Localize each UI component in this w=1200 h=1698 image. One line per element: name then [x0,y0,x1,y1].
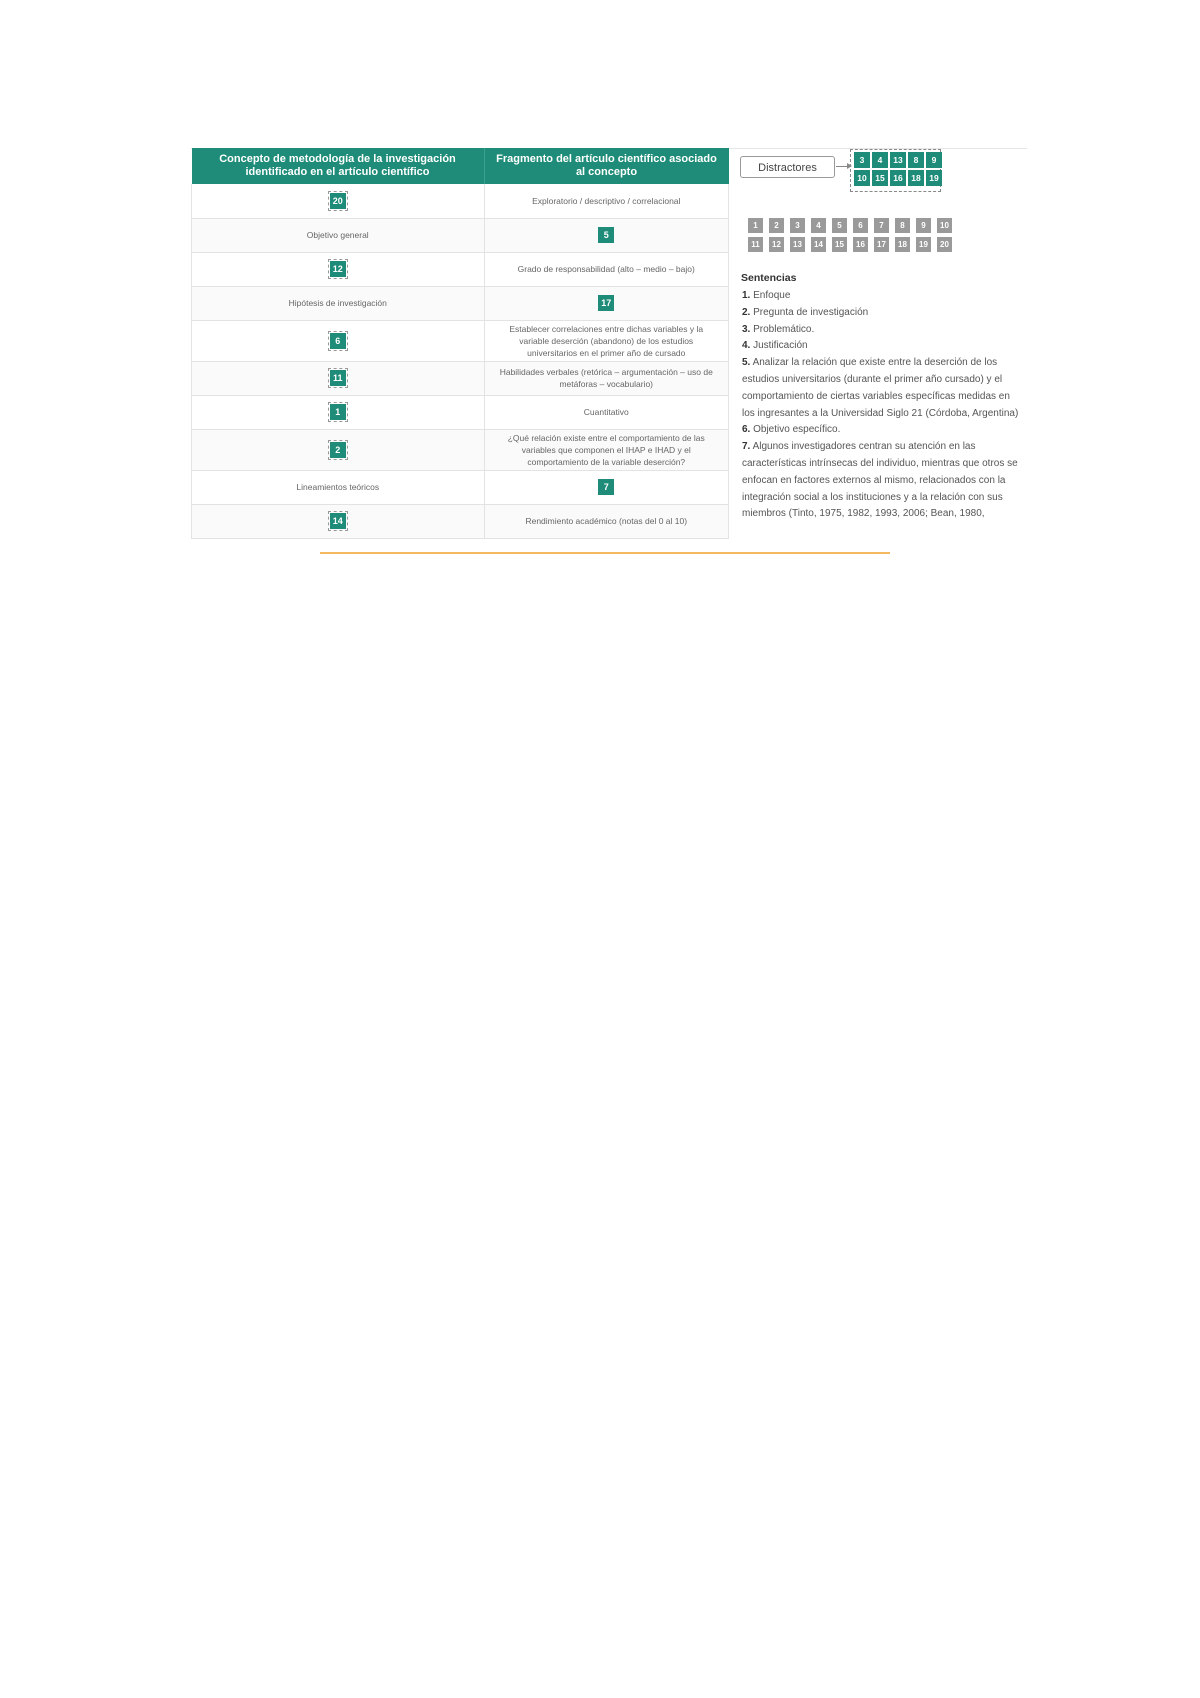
concept-cell [192,184,485,218]
concept-label: Lineamientos teóricos [296,482,380,492]
number-chip[interactable]: 12 [769,237,784,252]
distractor-chip[interactable]: 13 [890,152,906,168]
sentence-text: Enfoque [753,290,791,301]
number-bank [748,218,952,252]
fragment-text: Establecer correlaciones entre dichas variables y la variable deserción (abandono) de los estudios universitarios en el primer año de cursado [509,323,704,358]
table-row [192,218,729,252]
table-row [192,320,729,361]
sentence-text: Analizar la relación que existe entre la deserción de los estudios universitarios (durante el primer año cursado) y el comportamiento de ciertas variables específicas medidas en los ingresantes a la Universidad Siglo 21 (Córdoba, Argentina) [742,357,1019,419]
table-row [192,429,729,470]
answer-dropzone[interactable] [328,368,348,388]
distractor-chip[interactable]: 15 [872,170,888,186]
answer-chip[interactable]: 5 [598,227,614,243]
distractors-button[interactable]: Distractores [740,156,835,178]
sentence-number: 1. [742,290,751,301]
table-row [192,470,729,504]
concept-cell [192,286,485,320]
answer-dropzone[interactable] [328,440,348,460]
concept-label: Objetivo general [306,230,369,240]
table-row [192,361,729,395]
fragment-cell [484,361,729,395]
answer-dropzone[interactable] [328,511,348,531]
answer-dropzone[interactable] [328,402,348,422]
concept-cell [192,395,485,429]
fragment-text: Habilidades verbales (retórica – argumentación – uso de metáforas – vocabulario) [499,367,713,389]
matching-table [191,148,729,539]
sentence-number: 7. [742,441,751,453]
answer-chip[interactable]: 12 [330,261,346,277]
distractor-chip[interactable]: 3 [854,152,870,168]
answer-chip[interactable]: 7 [598,479,614,495]
number-chip[interactable]: 5 [832,218,847,233]
sentence-text: Objetivo específico. [753,424,841,436]
sentence-number: 3. [742,323,751,335]
answer-dropzone[interactable] [328,191,348,211]
distractor-chip[interactable]: 8 [908,152,924,168]
fragment-text: Rendimiento académico (notas del 0 al 10) [525,516,688,526]
table-row [192,395,729,429]
number-chip[interactable]: 7 [874,218,889,233]
number-chip[interactable]: 11 [748,237,763,252]
answer-dropzone[interactable] [328,331,348,351]
sentence-item [742,439,1024,523]
sentence-text: Problemático. [753,323,815,335]
number-chip[interactable]: 13 [790,237,805,252]
distractor-chip[interactable]: 9 [926,152,942,168]
sentence-number: 4. [742,340,751,352]
number-chip[interactable]: 10 [937,218,952,233]
concept-cell [192,361,485,395]
number-chip[interactable]: 9 [916,218,931,233]
answer-chip[interactable]: 17 [598,295,614,311]
distractors-dropzone[interactable] [850,149,941,192]
sentence-text: Algunos investigadores centran su atención en las características intrínsecas del individuo, mientras que otros se enfocan en factores externos al mismo, relacionados con la integración social a los instituciones y a la relación con sus miembros (Tinto, 1975, 1982, 1993, 2006; Bean, 1980, [742,441,1018,520]
number-chip[interactable]: 16 [853,237,868,252]
concept-label: Hipótesis de investigación [288,298,387,308]
column-header-concept: Concepto de metodología de la investigación identificado en el artículo científico [192,148,485,184]
number-chip[interactable]: 15 [832,237,847,252]
fragment-cell [484,504,729,538]
fragment-text: ¿Qué relación existe entre el comportamiento de las variables que componen el IHAP e IHAD y el comportamiento de la variable deserción? [507,432,705,467]
sentence-item [742,422,1024,439]
sentences-title: Sentencias [741,272,797,284]
fragment-text: Grado de responsabilidad (alto – medio – bajo) [517,264,695,274]
distractor-chip[interactable]: 4 [872,152,888,168]
sentence-item [742,305,1024,322]
fragment-cell [484,184,729,218]
table-body [192,184,729,538]
table-row [192,184,729,218]
number-chip[interactable]: 1 [748,218,763,233]
answer-chip[interactable]: 14 [330,513,346,529]
distractor-chip[interactable]: 10 [854,170,870,186]
number-chip[interactable]: 14 [811,237,826,252]
sentence-item [742,322,1024,339]
sentence-number: 6. [742,424,751,436]
number-chip[interactable]: 18 [895,237,910,252]
sentence-text: Pregunta de investigación [753,306,869,318]
distractor-chip[interactable]: 18 [908,170,924,186]
number-chip[interactable]: 4 [811,218,826,233]
concept-cell [192,218,485,252]
fragment-cell [484,429,729,470]
number-chip[interactable]: 8 [895,218,910,233]
concept-cell [192,320,485,361]
number-chip[interactable]: 2 [769,218,784,233]
answer-chip[interactable]: 20 [330,193,346,209]
column-header-fragment: Fragmento del artículo científico asociado al concepto [484,148,729,184]
sentence-number: 2. [742,306,751,318]
number-chip[interactable]: 20 [937,237,952,252]
progress-bar [320,552,890,554]
answer-chip[interactable]: 11 [330,370,346,386]
fragment-cell [484,470,729,504]
fragment-cell [484,252,729,286]
table-row [192,504,729,538]
concept-cell [192,429,485,470]
fragment-cell [484,218,729,252]
sentence-item [742,338,1024,355]
concept-cell [192,470,485,504]
number-chip[interactable]: 6 [853,218,868,233]
fragment-text: Exploratorio / descriptivo / correlacional [532,195,681,206]
sentence-number: 5. [742,357,751,369]
answer-chip[interactable]: 6 [330,333,346,349]
fragment-cell [484,320,729,361]
distractor-chip[interactable]: 16 [890,170,906,186]
number-chip[interactable]: 19 [916,237,931,252]
table-row [192,252,729,286]
sentence-text: Justificación [753,340,808,352]
fragment-text: Cuantitativo [583,407,629,417]
distractors-grid [854,152,940,186]
number-chip[interactable]: 3 [790,218,805,233]
sentence-item [742,288,1024,305]
fragment-cell [484,395,729,429]
distractor-chip[interactable]: 19 [926,170,942,186]
answer-dropzone[interactable] [328,259,348,279]
table-row [192,286,729,320]
sentences-list [742,288,1024,523]
screenshot-region [191,148,1027,554]
answer-chip[interactable]: 2 [330,442,346,458]
answer-chip[interactable]: 1 [330,404,346,420]
fragment-cell [484,286,729,320]
number-chip[interactable]: 17 [874,237,889,252]
sentence-item [742,355,1024,422]
concept-cell [192,252,485,286]
concept-cell [192,504,485,538]
